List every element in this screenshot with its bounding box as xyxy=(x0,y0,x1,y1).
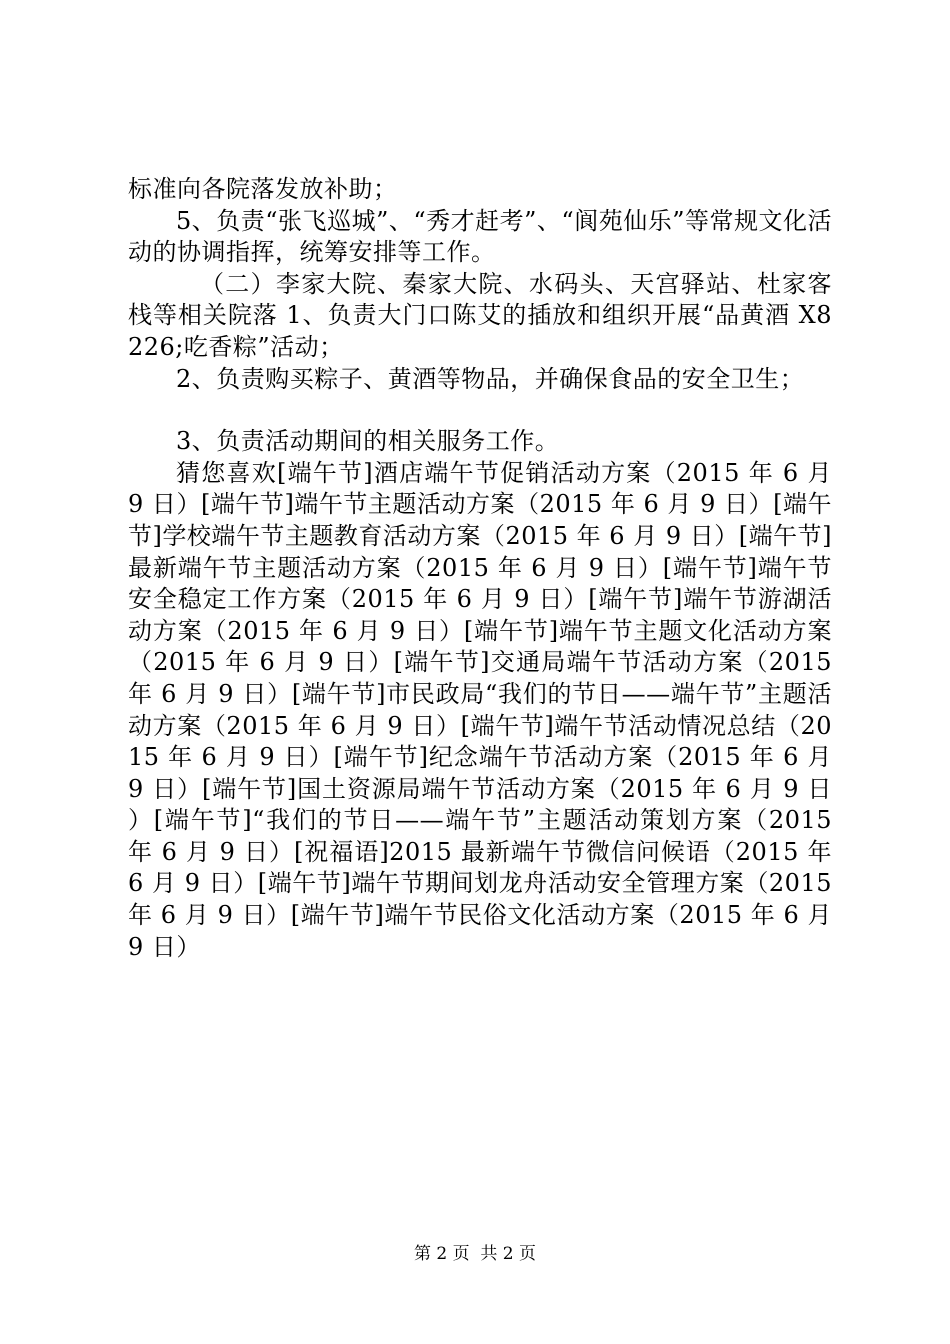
paragraph-related-links: 猜您喜欢[端午节]酒店端午节促销活动方案（2015 年 6 月 9 日）[端午节]端午节主题活动方案（2015 年 6 月 9 日）[端午节]学校端午节主题教育活动方案（2015 年 6 月 9 日）[端午节]最新端午节主题活动方案（2015 年 6 月 9 日）[端午节]端午节安全稳定工作方案（2015 年 6 月 9 日）[端午节]端午节游湖活动方案（2015 年 6 月 9 日）[端午节]端午节主题文化活动方案（2015 年 6 月 9 日）[端午节]交通局端午节活动方案（2015 年 6 月 9 日）[端午节]市民政局“我们的节日——端午节”主题活动方案（2015 年 6 月 9 日）[端午节]端午节活动情况总结（2015 年 6 月 9 日）[端午节]纪念端午节活动方案（2015 年 6 月 9 日）[端午节]国土资源局端午节活动方案（2015 年 6 月 9 日）[端午节]“我们的节日——端午节”主题活动策划方案（2015 年 6 月 9 日）[祝福语]2015 最新端午节微信问候语（2015 年 6 月 9 日）[端午节]端午节期间划龙舟活动安全管理方案（2015 年 6 月 9 日）[端午节]端午节民俗文化活动方案（2015 年 6 月 9 日） xyxy=(128,458,832,961)
page-number: 第 2 页 xyxy=(413,1244,470,1264)
paragraph-section-2: （二）李家大院、秦家大院、水码头、天宫驿站、杜家客栈等相关院落 1、负责大门口陈艾的插放和组织开展“品黄酒 X8226;吃香粽”活动； xyxy=(128,269,832,361)
page-footer xyxy=(0,1243,950,1265)
paragraph-subsidy-standard: 标准向各院落发放补助； xyxy=(128,175,398,203)
footer-separator xyxy=(470,1244,481,1264)
paragraph-item-2: 2、负责购买粽子、黄酒等物品，并确保食品的安全卫生； xyxy=(176,364,805,393)
page-total: 共 2 页 xyxy=(480,1244,537,1264)
paragraph-item-3: 3、负责活动期间的相关服务工作。 xyxy=(176,427,560,456)
document-body xyxy=(128,174,832,963)
paragraph-item-5: 5、负责“张飞巡城”、“秀才赶考”、“阆苑仙乐”等常规文化活动的协调指挥，统筹安排等工作。 xyxy=(128,206,832,267)
